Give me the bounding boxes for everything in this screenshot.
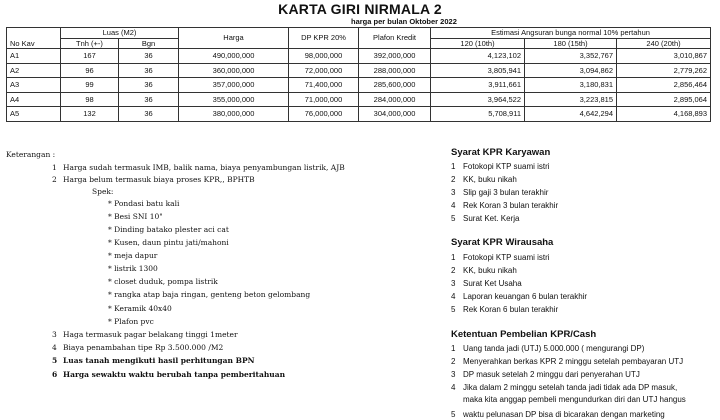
item-num: 3	[451, 370, 456, 379]
notes-heading: Keterangan :	[6, 150, 56, 159]
cell-tnh: 96	[61, 63, 119, 78]
item-text: Fotokopi KTP suami istri	[463, 253, 550, 262]
cell-a240: 4,168,893	[617, 107, 711, 122]
spek-item: * Besi SNI 10"	[108, 212, 163, 221]
spek-label: Spek:	[92, 187, 114, 196]
note-text: Harga sewaktu waktu berubah tanpa pemberitahuan	[63, 370, 286, 379]
cell-kav: A4	[7, 92, 61, 107]
item-num: 3	[451, 188, 456, 197]
cell-plafon: 284,000,000	[359, 92, 431, 107]
cell-kav: A3	[7, 78, 61, 93]
item-num: 2	[451, 175, 456, 184]
cell-dp: 71,000,000	[289, 92, 359, 107]
cell-a180: 3,352,767	[525, 49, 617, 64]
item-num: 1	[451, 344, 456, 353]
cell-bgn: 36	[119, 78, 179, 93]
list-item	[451, 383, 677, 392]
table-row	[7, 49, 711, 64]
item-text: maka kita anggap pembeli mengundurkan diri dan UTJ hangus	[463, 395, 686, 404]
list-item	[451, 410, 665, 419]
item-num: 3	[451, 279, 456, 288]
item-text: waktu pelunasan DP bisa di bicarakan dengan marketing	[463, 410, 665, 419]
item-num: 1	[451, 253, 456, 262]
cell-a120: 4,123,102	[431, 49, 525, 64]
cell-harga: 360,000,000	[179, 63, 289, 78]
cell-a180: 4,642,294	[525, 107, 617, 122]
cell-bgn: 36	[119, 49, 179, 64]
wirausaha-title: Syarat KPR Wirausaha	[451, 237, 554, 248]
cell-tnh: 132	[61, 107, 119, 122]
header-harga: Harga	[179, 28, 289, 49]
list-item	[451, 188, 548, 197]
cell-kav: A5	[7, 107, 61, 122]
item-num: 1	[451, 162, 456, 171]
spek-item: * Dinding batako plester aci cat	[108, 225, 229, 234]
header-plafon: Plafon Kredit	[359, 28, 431, 49]
item-num: 2	[451, 266, 456, 275]
cell-plafon: 392,000,000	[359, 49, 431, 64]
spek-item: * Kusen, daun pintu jati/mahoni	[108, 238, 229, 247]
cell-a240: 3,010,867	[617, 49, 711, 64]
note-num: 5	[52, 356, 58, 365]
header-bgn: Bgn	[119, 38, 179, 49]
list-item	[451, 357, 683, 366]
item-text: Rek Koran 3 bulan terakhir	[463, 201, 559, 210]
list-item	[451, 305, 558, 314]
spek-item: * meja dapur	[108, 251, 158, 260]
note-num: 4	[52, 343, 57, 352]
item-text: KK, buku nikah	[463, 175, 517, 184]
cell-bgn: 36	[119, 63, 179, 78]
item-text: Rek Koran 6 bulan terakhir	[463, 305, 559, 314]
cell-a120: 3,964,522	[431, 92, 525, 107]
item-num: 5	[451, 214, 456, 223]
cell-harga: 355,000,000	[179, 92, 289, 107]
item-text: Menyerahkan berkas KPR 2 minggu setelah pembayaran UTJ	[463, 357, 684, 366]
item-text: Slip gaji 3 bulan terakhir	[463, 188, 549, 197]
page-title: KARTA GIRI NIRMALA 2	[278, 1, 442, 17]
item-num: 4	[451, 292, 456, 301]
spek-item: * rangka atap baja ringan, genteng beton gelombang	[108, 290, 311, 299]
header-120: 120 (10th)	[431, 38, 525, 49]
note-num: 6	[52, 370, 58, 379]
item-text: Laporan keuangan 6 bulan terakhir	[463, 292, 588, 301]
cell-dp: 71,400,000	[289, 78, 359, 93]
list-item	[451, 292, 587, 301]
header-180: 180 (15th)	[525, 38, 617, 49]
table-row	[7, 107, 711, 122]
list-item	[451, 201, 558, 210]
price-table	[6, 27, 711, 122]
cell-dp: 98,000,000	[289, 49, 359, 64]
cell-plafon: 288,000,000	[359, 63, 431, 78]
spek-item: * closet duduk, pompa listrik	[108, 277, 218, 286]
table-row	[7, 63, 711, 78]
cell-plafon: 304,000,000	[359, 107, 431, 122]
note-text: Haga termasuk pagar belakang tinggi 1meter	[63, 330, 238, 339]
cell-a240: 2,856,464	[617, 78, 711, 93]
header-240: 240 (20th)	[617, 38, 711, 49]
cell-a180: 3,094,862	[525, 63, 617, 78]
cell-harga: 357,000,000	[179, 78, 289, 93]
note-num: 3	[52, 330, 57, 339]
header-luas: Luas (M2)	[61, 28, 179, 39]
cell-kav: A2	[7, 63, 61, 78]
header-estimasi: Estimasi Angsuran bunga normal 10% pertahun	[431, 28, 711, 39]
item-text: Jika dalam 2 minggu setelah tanda jadi tidak ada DP masuk,	[463, 383, 678, 392]
cell-tnh: 98	[61, 92, 119, 107]
item-text: Fotokopi KTP suami istri	[463, 162, 550, 171]
list-item	[451, 279, 522, 288]
list-item	[451, 395, 686, 404]
ketentuan-title: Ketentuan Pembelian KPR/Cash	[451, 329, 597, 340]
item-num: 4	[451, 201, 456, 210]
cell-bgn: 36	[119, 107, 179, 122]
item-num: 5	[451, 410, 456, 419]
item-text: Uang tanda jadi (UTJ) 5.000.000 ( mengurangi DP)	[463, 344, 645, 353]
item-text: DP masuk setelah 2 minggu dari penyerahan UTJ	[463, 370, 640, 379]
list-item	[451, 344, 644, 353]
header-no-kav: No Kav	[7, 28, 61, 49]
table-row	[7, 78, 711, 93]
note-num: 2	[52, 175, 57, 184]
cell-tnh: 167	[61, 49, 119, 64]
cell-a240: 2,895,064	[617, 92, 711, 107]
header-dp: DP KPR 20%	[289, 28, 359, 49]
cell-kav: A1	[7, 49, 61, 64]
cell-dp: 76,000,000	[289, 107, 359, 122]
note-text: Harga belum termasuk biaya proses KPR,, BPHTB	[63, 175, 255, 184]
header-tnh: Tnh (+-)	[61, 38, 119, 49]
cell-a240: 2,779,262	[617, 63, 711, 78]
list-item	[451, 214, 519, 223]
note-num: 1	[52, 163, 57, 172]
list-item	[451, 175, 517, 184]
list-item	[451, 370, 640, 379]
price-period-subtitle: harga per bulan Oktober 2022	[351, 17, 457, 26]
cell-a120: 3,911,661	[431, 78, 525, 93]
cell-dp: 72,000,000	[289, 63, 359, 78]
spek-item: * Keramik 40x40	[108, 304, 172, 313]
item-text: Surat Ket Usaha	[463, 279, 522, 288]
cell-a120: 3,805,941	[431, 63, 525, 78]
cell-bgn: 36	[119, 92, 179, 107]
cell-a180: 3,223,815	[525, 92, 617, 107]
spek-item: * Pondasi batu kali	[108, 199, 180, 208]
note-text: Biaya penambahan tipe Rp 3.500.000 /M2	[63, 343, 224, 352]
spek-item: * listrik 1300	[108, 264, 158, 273]
note-text: Luas tanah mengikuti hasil perhitungan BPN	[63, 356, 255, 365]
spek-item: * Plafon pvc	[108, 317, 154, 326]
item-num: 5	[451, 305, 456, 314]
karyawan-title: Syarat KPR Karyawan	[451, 147, 551, 158]
cell-harga: 380,000,000	[179, 107, 289, 122]
list-item	[451, 253, 550, 262]
list-item	[451, 266, 517, 275]
list-item	[451, 162, 550, 171]
item-num: 4	[451, 383, 456, 392]
item-num: 2	[451, 357, 456, 366]
cell-a180: 3,180,831	[525, 78, 617, 93]
item-text: KK, buku nikah	[463, 266, 517, 275]
item-text: Surat Ket. Kerja	[463, 214, 520, 223]
cell-tnh: 99	[61, 78, 119, 93]
table-row	[7, 92, 711, 107]
note-text: Harga sudah termasuk IMB, balik nama, biaya penyambungan listrik, AJB	[63, 163, 345, 172]
cell-a120: 5,708,911	[431, 107, 525, 122]
cell-harga: 490,000,000	[179, 49, 289, 64]
cell-plafon: 285,600,000	[359, 78, 431, 93]
